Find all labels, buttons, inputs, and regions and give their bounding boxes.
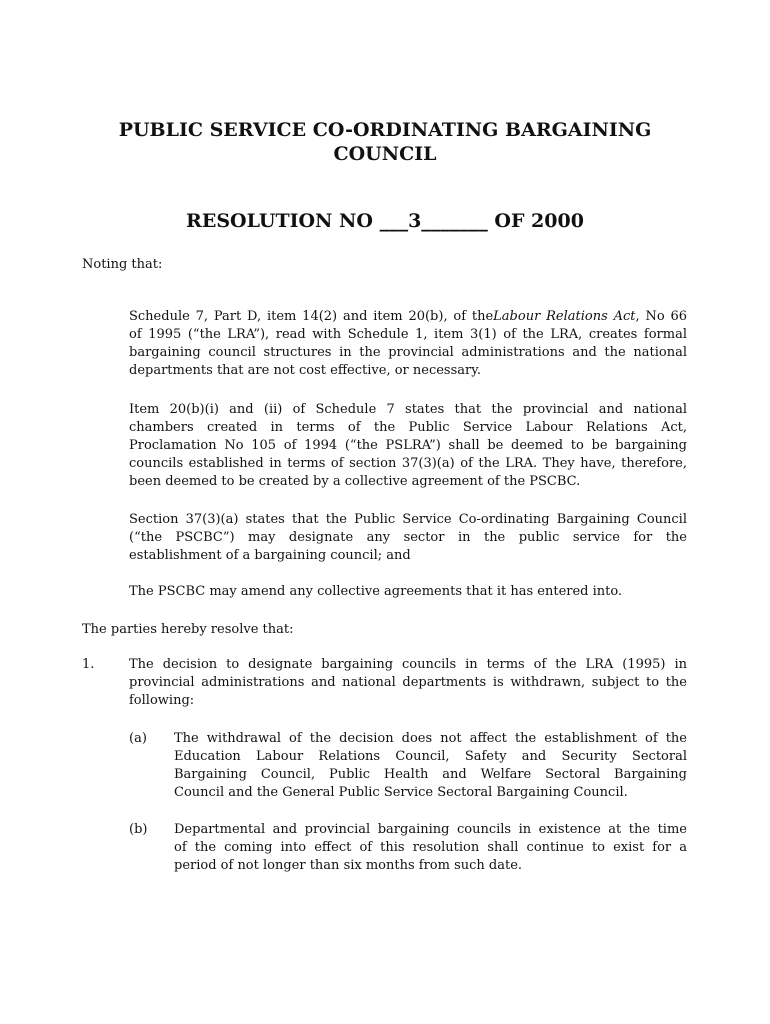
sub-item-a-line: Bargaining Council, Public Health and Welfare Sectoral Bargaining xyxy=(174,767,687,782)
noting-paragraph-2-line: Proclamation No 105 of 1994 (“the PSLRA”) shall be deemed to be bargaining xyxy=(129,438,687,453)
sub-item-b-line: of the coming into effect of this resolution shall continue to exist for a xyxy=(174,840,687,855)
item-1-number: 1. xyxy=(82,657,95,672)
sub-item-b-line: period of not longer than six months from such date. xyxy=(174,858,523,873)
noting-paragraph-2-line: been deemed to be created by a collective agreement of the PSCBC. xyxy=(129,474,581,489)
noting-paragraph-1-line: of 1995 (“the LRA”), read with Schedule 1, item 3(1) of the LRA, creates formal xyxy=(129,327,687,342)
act-name: Labour Relations Act xyxy=(493,309,636,324)
noting-paragraph-1-line: bargaining council structures in the provincial administrations and the national xyxy=(129,345,687,360)
document-title-line-2: COUNCIL xyxy=(333,143,437,165)
item-1-line: The decision to designate bargaining councils in terms of the LRA (1995) in xyxy=(129,657,687,672)
sub-item-b-text xyxy=(174,821,687,875)
noting-paragraph-4 xyxy=(129,583,687,601)
item-1-line: provincial administrations and national departments is withdrawn, subject to the xyxy=(129,675,687,690)
noting-paragraph-1-line-1: Schedule 7, Part D, item 14(2) and item 20(b), of theLabour Relations Act, No 66 xyxy=(129,309,688,324)
noting-paragraph-1-line: departments that are not cost effective, or necessary. xyxy=(129,363,481,378)
noting-paragraph-4-line: The PSCBC may amend any collective agreements that it has entered into. xyxy=(129,584,623,599)
noting-paragraph-3-line: establishment of a bargaining council; and xyxy=(129,548,411,563)
resolve-label: The parties hereby resolve that: xyxy=(82,622,294,637)
noting-paragraph-1 xyxy=(129,308,687,380)
noting-paragraph-3 xyxy=(129,511,687,565)
sub-item-a-text xyxy=(174,730,687,802)
item-1-text xyxy=(129,656,687,710)
noting-paragraph-2-line: Item 20(b)(i) and (ii) of Schedule 7 states that the provincial and national xyxy=(129,402,687,417)
sub-item-b-line: Departmental and provincial bargaining councils in existence at the time xyxy=(174,822,687,837)
sub-item-a-line: Education Labour Relations Council, Safety and Security Sectoral xyxy=(174,749,687,764)
noting-paragraph-2-line: councils established in terms of section 37(3)(a) of the LRA. They have, therefore, xyxy=(129,456,687,471)
document-title-line-1: PUBLIC SERVICE CO-ORDINATING BARGAINING xyxy=(118,119,652,141)
resolution-heading: RESOLUTION NO ___3_______ OF 2000 xyxy=(186,210,584,232)
noting-paragraph-3-line: (“the PSCBC”) may designate any sector in the public service for the xyxy=(129,530,687,545)
noting-paragraph-2-line: chambers created in terms of the Public Service Labour Relations Act, xyxy=(129,420,687,435)
noting-paragraph-3-line: Section 37(3)(a) states that the Public Service Co-ordinating Bargaining Council xyxy=(129,512,687,527)
sub-item-b-label: (b) xyxy=(129,822,148,837)
sub-item-a-label: (a) xyxy=(129,731,147,746)
sub-item-a-line: The withdrawal of the decision does not affect the establishment of the xyxy=(174,731,687,746)
sub-item-a-line: Council and the General Public Service Sectoral Bargaining Council. xyxy=(174,785,628,800)
item-1-line: following: xyxy=(129,693,195,708)
noting-label: Noting that: xyxy=(82,257,163,272)
noting-paragraph-2 xyxy=(129,401,687,491)
